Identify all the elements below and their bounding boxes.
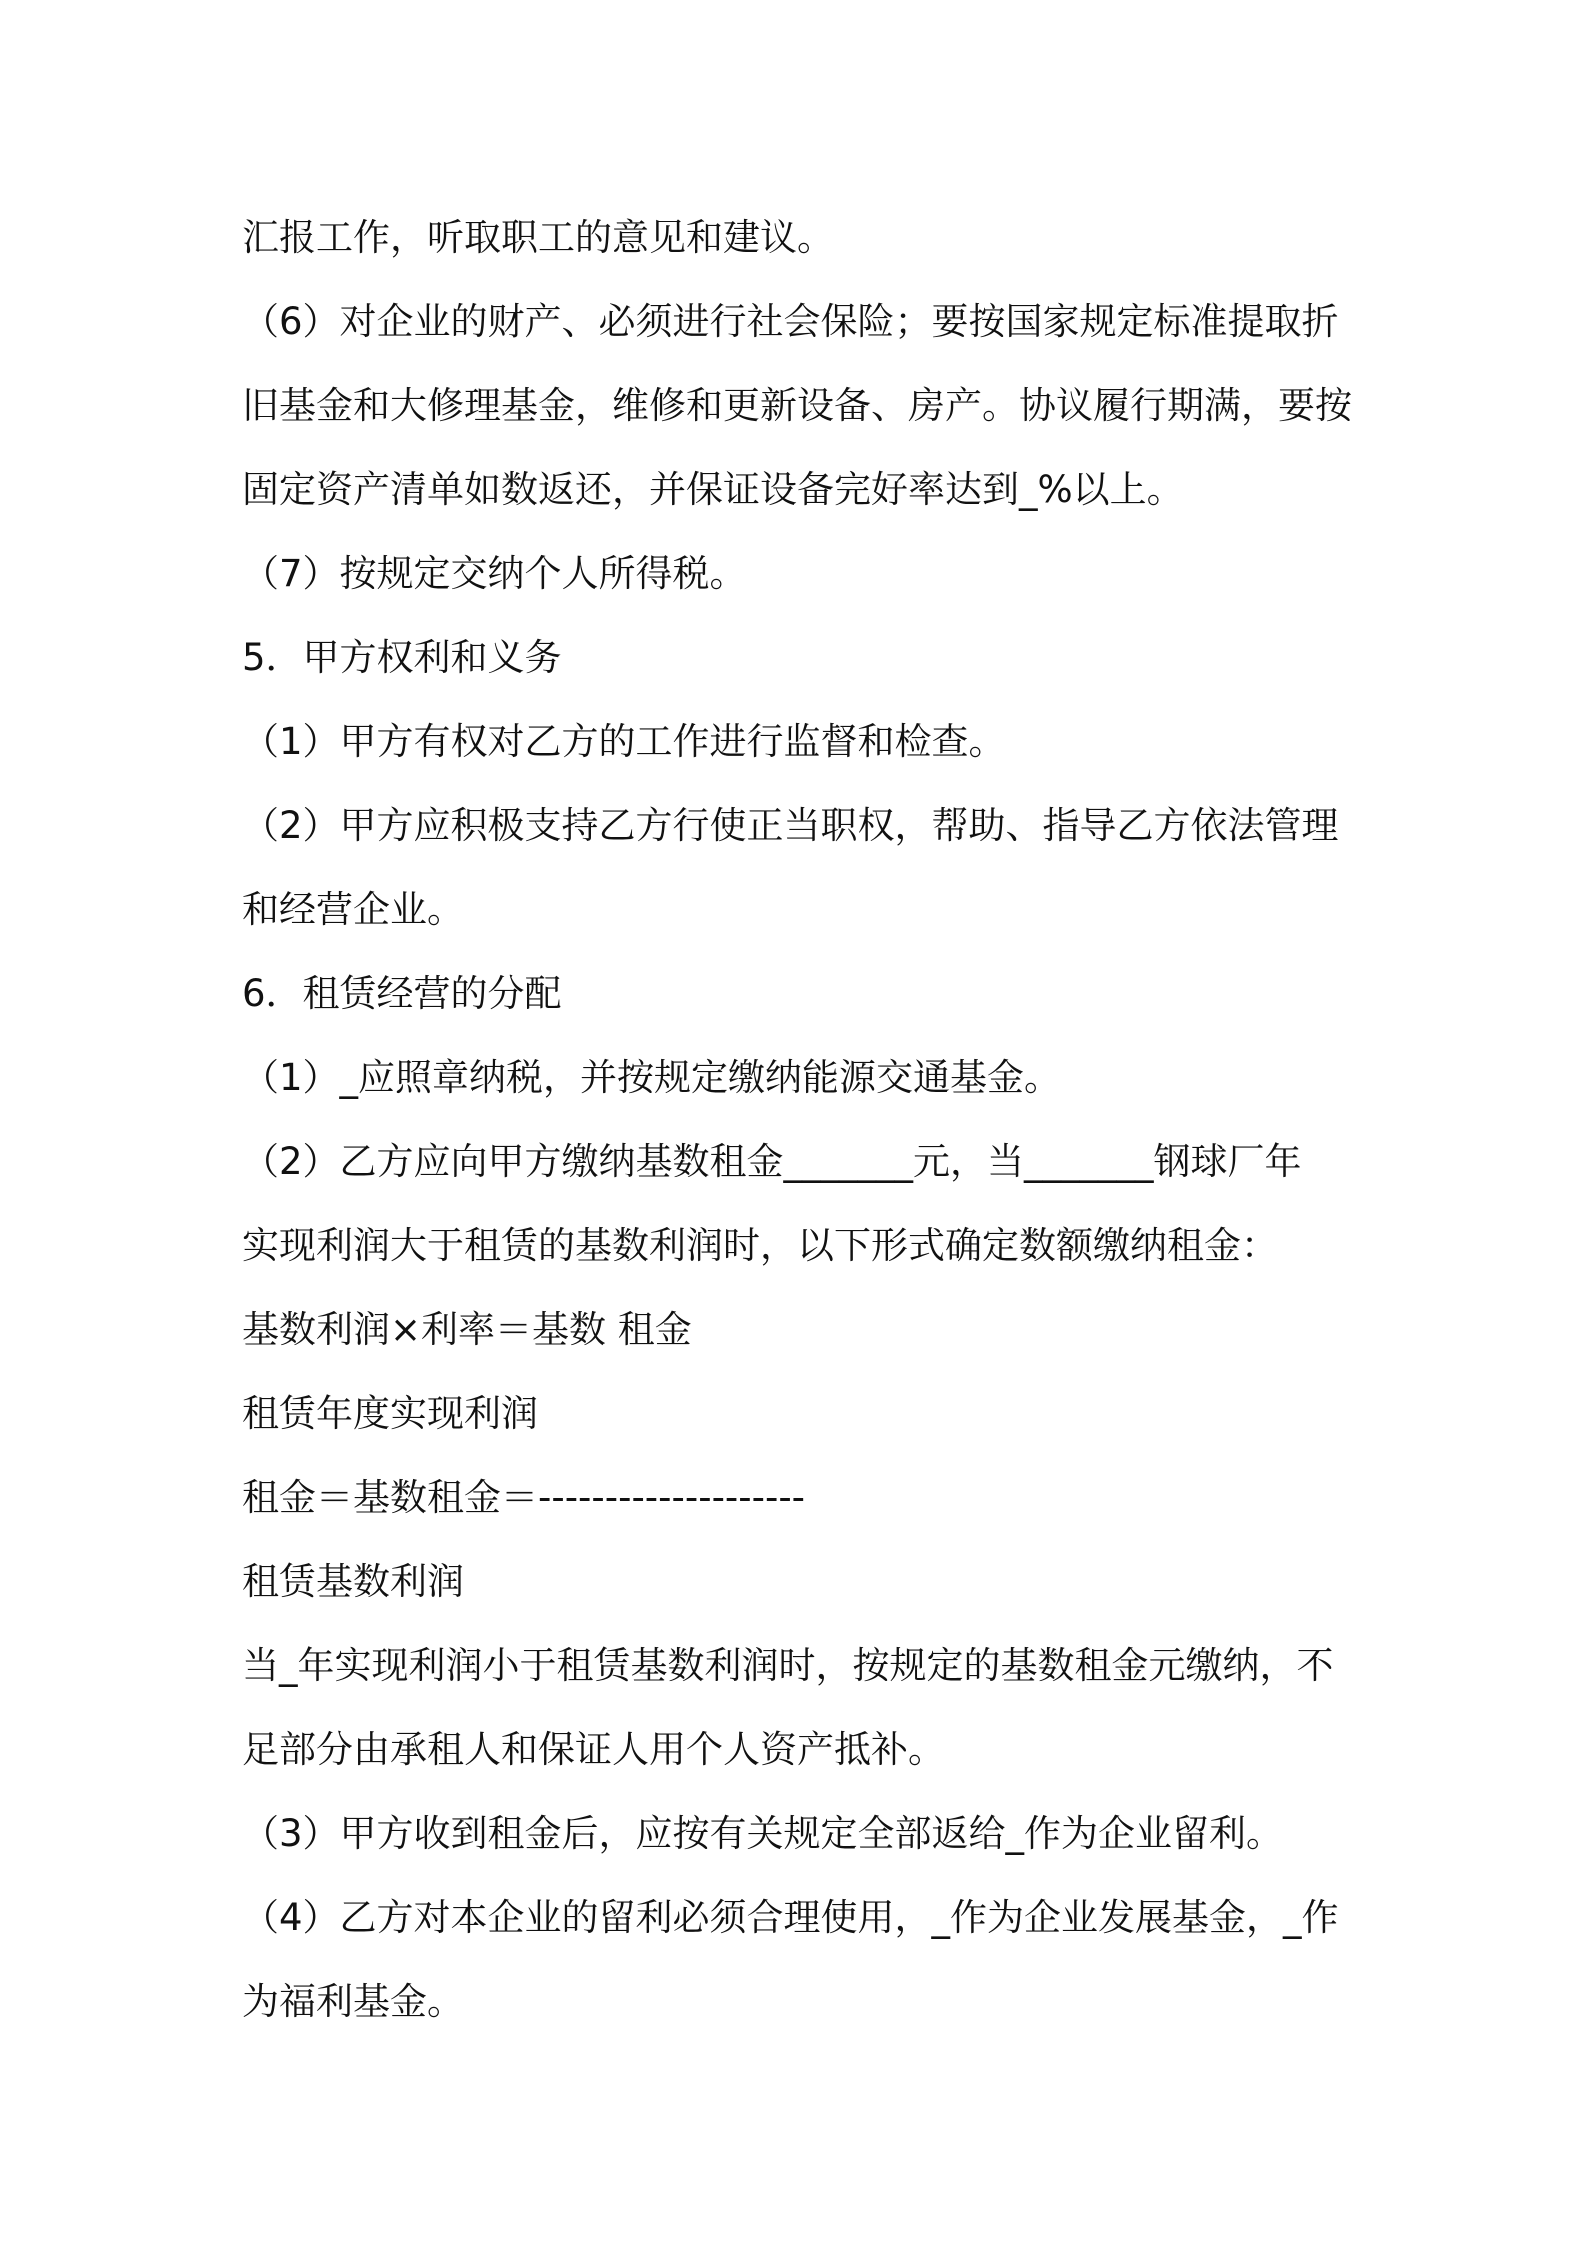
text-line: （2）甲方应积极支持乙方行使正当职权，帮助、指导乙方依法管理 — [242, 804, 1339, 847]
text-line: （7）按规定交纳个人所得税。 — [242, 552, 747, 595]
document-body — [242, 196, 1357, 2044]
text-line: 汇报工作，听取职工的意见和建议。 — [242, 216, 834, 259]
formula-line: 租赁年度实现利润 — [242, 1392, 538, 1435]
formula-line: 租赁基数利润 — [242, 1560, 464, 1603]
text-line: （6）对企业的财产、必须进行社会保险；要按国家规定标准提取折 — [242, 300, 1339, 343]
text-line: 实现利润大于租赁的基数利润时，以下形式确定数额缴纳租金： — [242, 1224, 1278, 1267]
text-line: （2）乙方应向甲方缴纳基数租金_______元，当_______钢球厂年 — [242, 1140, 1302, 1183]
text-line: 固定资产清单如数返还，并保证设备完好率达到_%以上。 — [242, 468, 1184, 511]
text-line: 当_年实现利润小于租赁基数利润时，按规定的基数租金元缴纳，不 — [242, 1644, 1334, 1687]
text-line: 和经营企业。 — [242, 888, 464, 931]
text-line: （3）甲方收到租金后，应按有关规定全部返给_作为企业留利。 — [242, 1812, 1284, 1855]
text-line: （1）甲方有权对乙方的工作进行监督和检查。 — [242, 720, 1006, 763]
section-heading: 6．租赁经营的分配 — [242, 972, 562, 1015]
text-line: （4）乙方对本企业的留利必须合理使用，_作为企业发展基金，_作 — [242, 1896, 1339, 1939]
text-line: 旧基金和大修理基金，维修和更新设备、房产。协议履行期满，要按 — [242, 384, 1352, 427]
text-line: 足部分由承租人和保证人用个人资产抵补。 — [242, 1728, 945, 1771]
formula-line: 基数利润×利率＝基数 租金 — [242, 1308, 692, 1351]
text-line: （1）_应照章纳税，并按规定缴纳能源交通基金。 — [242, 1056, 1062, 1099]
formula-line: 租金＝基数租金＝-------------------- — [242, 1476, 806, 1519]
section-heading: 5．甲方权利和义务 — [242, 636, 562, 679]
text-line: 为福利基金。 — [242, 1980, 464, 2023]
